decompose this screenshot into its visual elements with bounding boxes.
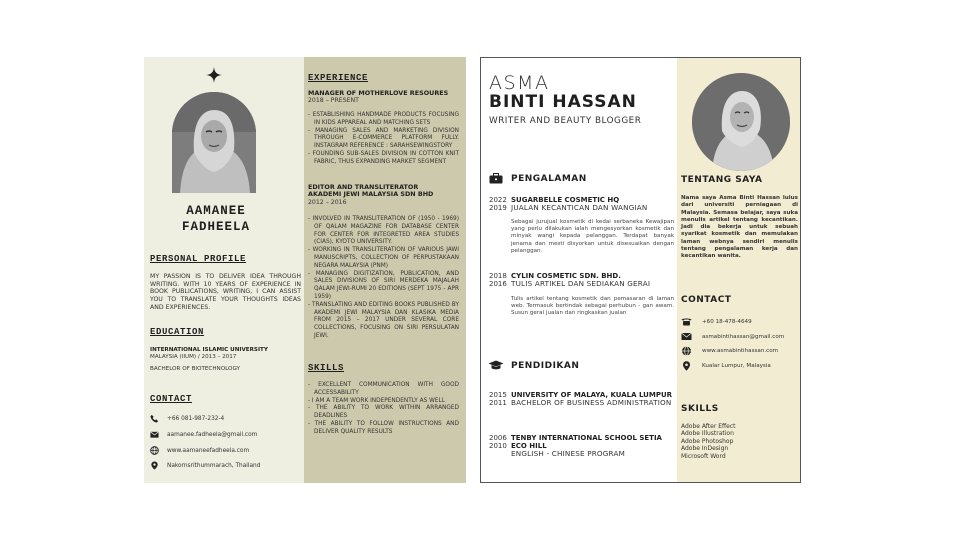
job2-company: CYLIN COSMETIC SDN. BHD. <box>511 272 621 280</box>
globe-icon <box>681 346 692 356</box>
list-item: - WORKING IN TRANSLITERATION OF VARIOUS JAWI MANUSCRIPTS, COLLECTION OF PERPUSTAKAAN NEGARA MALAYSIA (PNM) <box>308 247 459 269</box>
edu2-school: TENBY INTERNATIONAL SCHOOL SETIA ECO HILL <box>511 434 662 450</box>
education-school: INTERNATIONAL ISLAMIC UNIVERSITY <box>150 347 268 353</box>
contact-email-text: aamanee.fadheela@gmail.com <box>167 431 258 438</box>
contact-phone <box>150 414 224 423</box>
first-name: ASMA <box>489 72 550 94</box>
skills-list <box>681 423 735 460</box>
education-degree: BACHELOR OF BIOTECHNOLOGY <box>150 366 240 372</box>
list-item: Adobe InDesign <box>681 445 729 453</box>
resume1-right-column <box>304 57 466 483</box>
job2-years: 2018 2016 <box>489 272 507 288</box>
edu1-school: UNIVERSITY OF MALAYA, KUALA LUMPUR <box>511 391 673 399</box>
contact-website <box>681 346 778 356</box>
contact-website-text: www.aamaneefadheela.com <box>167 447 250 454</box>
job2-dates: 2012 – 2016 <box>308 199 347 206</box>
contact-location <box>681 361 771 371</box>
job1-years: 2022 2019 <box>489 196 507 212</box>
resume-aamanee <box>144 57 466 483</box>
job2-company: AKADEMI JEWI MALAYSIA SDN BHD <box>308 190 434 198</box>
edu2-years: 2006 2010 <box>489 434 507 450</box>
job2-description: Tulis artikel tentang kosmetik dan pemasaran di laman web. Termasuk bertindak sebagai perhubun - gan awam. Susun gerai jualan dan ringkaskan jualan <box>511 296 674 317</box>
edu1-years: 2015 2011 <box>489 391 507 407</box>
list-item: - ESTABLISHING HANDMADE PRODUCTS FOCUSING IN KIDS APPAREAL AND MATCHING SETS <box>308 112 459 126</box>
skills-heading: SKILLS <box>681 404 719 414</box>
list-item: Microsoft Word <box>681 452 726 460</box>
list-item: - THE ABILITY TO FOLLOW INSTRUCTIONS AND DELIVER QUALITY RESULTS <box>308 420 459 435</box>
list-item: - I AM A TEAM WORK INDEPENDENTLY AS WELL <box>308 397 445 404</box>
contact-heading: CONTACT <box>681 295 732 305</box>
list-item: - INVOLVED IN TRANSLITERATION OF (1950 - 1969) OF QALAM MAGAZINE FOR DATABASE CENTER FOR CENTER FOR INTEGRETED AREA STUDIES (CIAS), KYOTO UNIVERSITY. <box>308 216 459 246</box>
email-icon <box>150 430 159 439</box>
list-item: - THE ABILITY TO WORK WITHIN ARRANGED DEADLINES <box>308 405 459 420</box>
email-icon <box>681 332 692 341</box>
job1-duties <box>308 112 459 167</box>
job1-description: Sebagai jurujual kosmetik di kedai serbaneka Kewajipan yang perlu dilakukan ialah mengesyorkan kosmetik dan minyak wangi kepada pelanggan. Terdapat banyak jenama dan mesti disyorkan untuk disesuaikan dengan pelanggan. <box>511 219 674 254</box>
sparkle-star-icon <box>206 67 222 83</box>
contact-website <box>150 446 249 455</box>
location-pin-icon <box>681 361 692 371</box>
contact-email <box>681 332 784 341</box>
experience-heading: EXPERIENCE <box>308 73 369 83</box>
graduation-cap-icon <box>488 360 504 371</box>
profile-heading: PERSONAL PROFILE <box>150 254 247 264</box>
role-title: WRITER AND BEAUTY BLOGGER <box>489 116 642 126</box>
contact-email <box>150 430 257 439</box>
contact-location-text: Nakornsrithummarach, Thailand <box>167 462 261 469</box>
candidate-name: AAMANEE FADHEELA <box>181 204 250 234</box>
profile-photo <box>172 92 256 193</box>
job2-position: TULIS ARTIKEL DAN SEDIAKAN GERAI <box>511 279 651 288</box>
contact-phone-text: +66 081-987-232-4 <box>167 415 225 422</box>
telephone-icon <box>681 317 692 326</box>
job1-dates: 2018 – PRESENT <box>308 97 359 104</box>
list-item: Adobe After Effect <box>681 423 736 430</box>
about-heading: TENTANG SAYA <box>681 175 763 185</box>
job1-title: MANAGER OF MOTHERLOVE RESOURES <box>308 89 449 97</box>
list-item: Adobe Photoshop <box>681 437 734 445</box>
list-item: - FOUNDING SUB-SALES DIVISION IN COTTON KNIT FABRIC, THUS EXPANDING MARKET SEGMENT <box>308 150 459 165</box>
contact-location-text: Kualar Lumpur, Malaysia <box>702 363 771 369</box>
job1-position: JUALAN KECANTICAN DAN WANGIAN <box>511 203 648 212</box>
profile-text: MY PASSION IS TO DELIVER IDEA THROUGH WRITING. WITH 10 YEARS OF EXPERIENCE IN BOOK PUBLICATIONS, WRITING, I CAN ASSIST YOU TO TRANSLATE YOUR THOUGHTS IDEAS AND EXPERIENCES. <box>150 273 301 311</box>
list-item: Adobe Illustration <box>681 430 734 438</box>
profile-photo <box>692 73 790 171</box>
list-item: - TRANSLATING AND EDITING BOOKS PUBLISHED BY AKADEMI JEWI MALAYSIA DAN KLASIKA MEDIA FROM 2015 – 2017 UNDER SEVERAL CORE COLLECTIONS, FOCUSING ON SIRI PERSULATAN JEWI. <box>308 301 459 339</box>
about-text: Nama saya Asma Binti Hassan lulus dari universiti perniagaan di Malaysia. Semasa belajar, saya suka menulis artikel tentang kecantikan. Jadi dia bekerja untuk sebuah syarikat kosmetik dan memulakan laman webnya sendiri menulis tentang pengalaman kerja dan kecantikan wanita. <box>681 195 798 260</box>
briefcase-icon <box>489 173 503 184</box>
list-item: - MANAGING DIGITIZATION, PUBLICATION, AND SALES DIVISIONS OF SIRI MERDEKA MAJALAH QALAM JEWI-RUMI 20 EDITIONS (SEPT 1975 - APR 1959) <box>308 270 459 300</box>
education-school-years: MALAYSIA (IIUM) / 2013 – 2017 <box>150 354 237 360</box>
experience-heading: PENGALAMAN <box>511 174 587 184</box>
contact-email-text: asmabintihassan@gmail.com <box>702 333 785 340</box>
education-heading: EDUCATION <box>150 327 205 337</box>
list-item: - MANAGING SALES AND MARKETING DIVISION THROUGH E-COMMERCE PLATFORM FULLY. INSTAGRAM REFERENCE : SARAHSEWINGSTORY <box>308 127 459 150</box>
contact-location <box>150 461 260 470</box>
edu1-program: BACHELOR OF BUSINESS ADMINISTRATION <box>511 398 672 407</box>
skills-list <box>308 382 459 437</box>
resume-asma <box>480 57 801 483</box>
contact-phone-text: +60 18-478-4649 <box>702 318 752 325</box>
last-name: BINTI HASSAN <box>489 92 637 112</box>
list-item: - EXCELLENT COMMUNICATION WITH GOOD ACCESSABILITY <box>308 382 459 396</box>
contact-phone <box>681 317 752 326</box>
contact-heading: CONTACT <box>150 394 193 404</box>
phone-icon <box>150 414 159 423</box>
job1-company: SUGARBELLE COSMETIC HQ <box>511 196 620 204</box>
globe-icon <box>150 446 159 455</box>
job2-duties <box>308 216 459 341</box>
contact-website-text: www.asmabintihassan.com <box>702 348 779 354</box>
education-heading: PENDIDIKAN <box>511 361 580 371</box>
resume1-left-column <box>144 57 304 483</box>
edu2-program: ENGLISH - CHINESE PROGRAM <box>511 449 625 458</box>
job2-title: EDITOR AND TRANSLITERATOR <box>308 183 419 191</box>
location-pin-icon <box>150 461 159 470</box>
skills-heading: SKILLS <box>308 363 345 373</box>
